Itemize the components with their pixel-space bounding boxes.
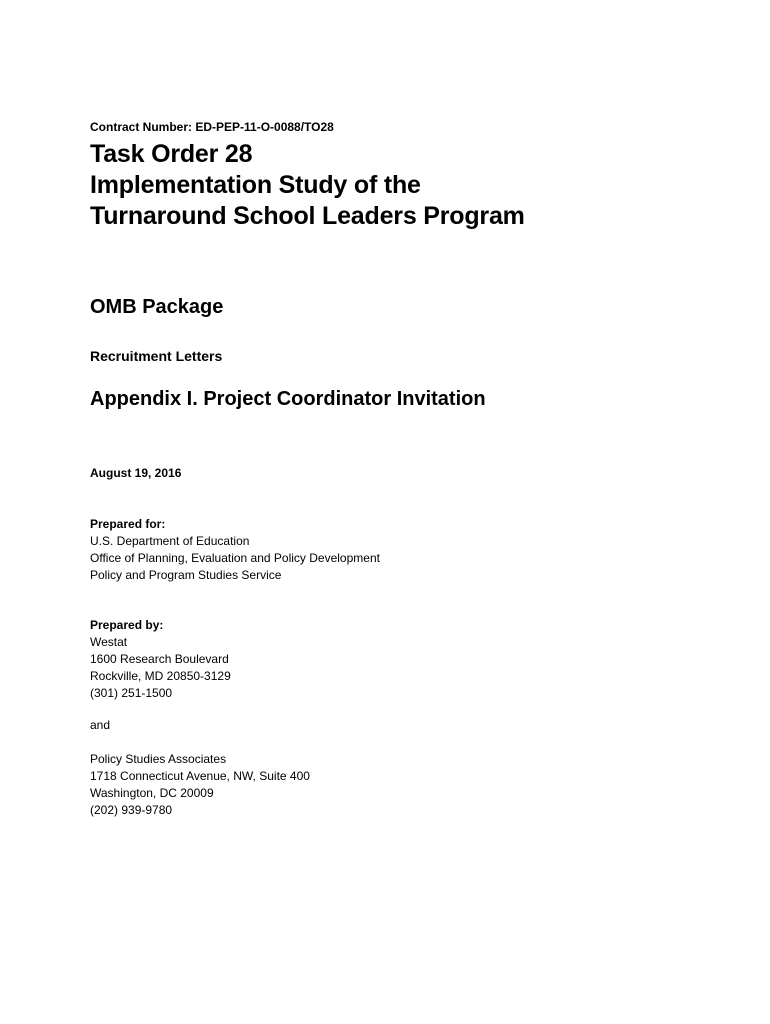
appendix-heading: Appendix I. Project Coordinator Invitation	[90, 388, 486, 410]
second-preparer-line: (202) 939-9780	[90, 803, 173, 817]
conjunction-text: and	[90, 718, 111, 732]
second-preparer-block	[90, 751, 310, 819]
prepared-for-block	[90, 516, 380, 584]
prepared-by-line: 1600 Research Boulevard	[90, 652, 229, 666]
second-preparer-line: Washington, DC 20009	[90, 786, 214, 800]
prepared-for-line: Policy and Program Studies Service	[90, 568, 282, 582]
prepared-for-line: U.S. Department of Education	[90, 534, 250, 548]
second-preparer-line: 1718 Connecticut Avenue, NW, Suite 400	[90, 769, 310, 783]
prepared-for-heading: Prepared for:	[90, 517, 166, 531]
prepared-by-heading: Prepared by:	[90, 618, 164, 632]
second-preparer-line: Policy Studies Associates	[90, 752, 227, 766]
title-line-1: Task Order 28	[90, 140, 253, 168]
prepared-by-line: Rockville, MD 20850-3129	[90, 669, 231, 683]
package-heading: OMB Package	[90, 296, 224, 318]
title-line-3: Turnaround School Leaders Program	[90, 202, 525, 230]
prepared-by-block	[90, 617, 231, 702]
prepared-by-line: (301) 251-1500	[90, 686, 173, 700]
title-line-2: Implementation Study of the	[90, 171, 421, 199]
document-title	[90, 139, 525, 232]
subsection-heading: Recruitment Letters	[90, 348, 223, 364]
prepared-for-line: Office of Planning, Evaluation and Policy Development	[90, 551, 380, 565]
prepared-by-line: Westat	[90, 635, 128, 649]
contract-number: Contract Number: ED-PEP-11-O-0088/TO28	[90, 120, 334, 134]
document-date: August 19, 2016	[90, 466, 182, 480]
